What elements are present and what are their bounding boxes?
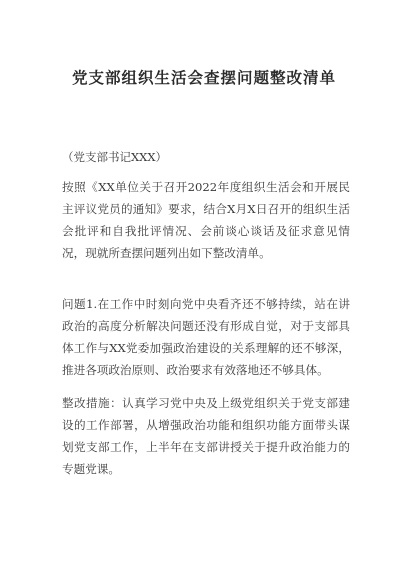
measures-paragraph: 整改措施：认真学习党中央及上级党组织关于党支部建设的工作部署，从增强政治功能和组织功能方面带头谋划党支部工作，上半年在支部讲授关于提升政治能力的专题党课。 [62,396,350,476]
issue-paragraph: 问题1.在工作中时刻向党中央看齐还不够持续，站在讲政治的高度分析解决问题还没有形成自觉，对于支部具体工作与XX党委加强政治建设的关系理解的还不够深，推进各项政治原则、政治要求有效落地还不够具体。 [62,297,350,377]
document-author: （党支部书记XXX） [62,150,168,164]
intro-paragraph: 按照《XX单位关于召开2022年度组织生活会和开展民主评议党员的通知》要求，结合X月X日召开的组织生活会批评和自我批评情况、会前谈心谈话及征求意见情况，现就所查摆问题列出如下整改清单。 [62,180,350,260]
document-title: 党支部组织生活会查摆问题整改清单 [71,69,336,87]
